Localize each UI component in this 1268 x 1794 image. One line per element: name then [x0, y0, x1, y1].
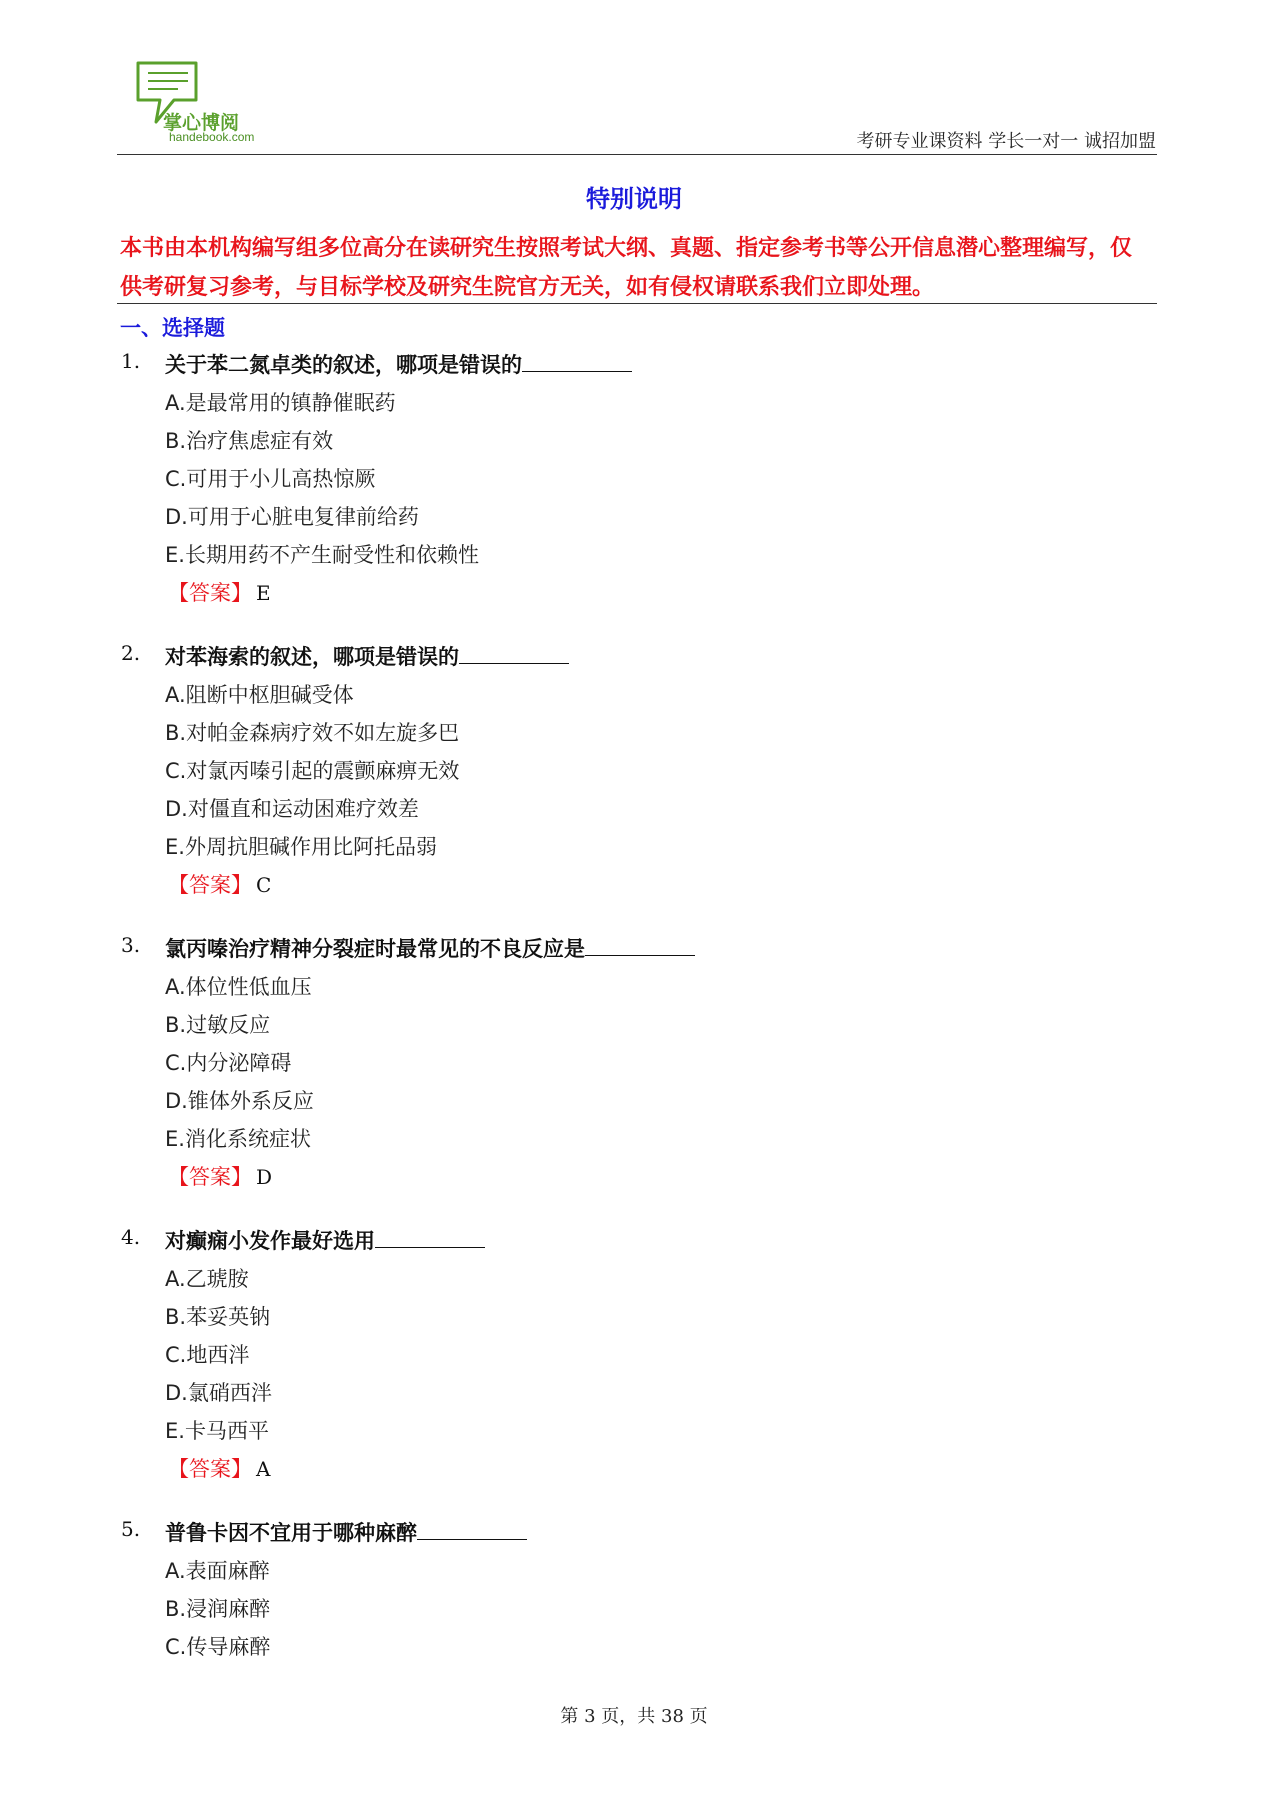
option: C.传导麻醉: [165, 1635, 271, 1659]
question-number: 3.: [121, 933, 141, 957]
answer-label: 【答案】: [168, 581, 252, 605]
notice-line-2: 供考研复习参考，与目标学校及研究生院官方无关，如有侵权请联系我们立即处理。: [120, 275, 935, 300]
question-text: [165, 641, 569, 671]
answer-blank: [375, 1225, 485, 1248]
header-slogan: 考研专业课资料 学长一对一 诚招加盟: [856, 131, 1156, 152]
option: A.体位性低血压: [165, 975, 312, 999]
option: C.可用于小儿高热惊厥: [165, 467, 376, 491]
question-stem: 对苯海索的叙述，哪项是错误的: [165, 645, 459, 669]
question-stem: 关于苯二氮卓类的叙述，哪项是错误的: [165, 353, 522, 377]
page-footer: 第 3 页，共 38 页: [560, 1706, 708, 1727]
answer-value: A: [256, 1457, 271, 1481]
option: B.治疗焦虑症有效: [165, 429, 334, 453]
notice-text: [120, 229, 1160, 307]
answer-label: 【答案】: [168, 873, 252, 897]
option: B.浸润麻醉: [165, 1597, 271, 1621]
option: B.对帕金森病疗效不如左旋多巴: [165, 721, 460, 745]
option: D.氯硝西泮: [165, 1381, 272, 1405]
option: C.对氯丙嗪引起的震颤麻痹无效: [165, 759, 460, 783]
logo-domain: handebook.com: [169, 130, 255, 144]
answer-line: [168, 869, 271, 899]
logo-name: 掌心博阅: [163, 112, 240, 134]
question-text: [165, 933, 695, 963]
answer-value: D: [256, 1165, 273, 1189]
answer-blank: [522, 349, 632, 372]
option: B.苯妥英钠: [165, 1305, 271, 1329]
option: E.长期用药不产生耐受性和依赖性: [165, 543, 479, 567]
option: A.乙琥胺: [165, 1267, 249, 1291]
question-text: [165, 1517, 527, 1547]
answer-line: [168, 1453, 270, 1483]
notice-line-1: 本书由本机构编写组多位高分在读研究生按照考试大纲、真题、指定参考书等公开信息潜心整理编写，仅: [120, 236, 1133, 261]
answer-line: [168, 1161, 272, 1191]
header-divider: [117, 154, 1157, 155]
option: E.外周抗胆碱作用比阿托品弱: [165, 835, 437, 859]
question-text: [165, 1225, 485, 1255]
answer-label: 【答案】: [168, 1457, 252, 1481]
option: C.内分泌障碍: [165, 1051, 292, 1075]
option: E.消化系统症状: [165, 1127, 311, 1151]
question-text: [165, 349, 632, 379]
option: A.阻断中枢胆碱受体: [165, 683, 354, 707]
option: D.对僵直和运动困难疗效差: [165, 797, 419, 821]
question-number: 5.: [121, 1517, 141, 1541]
option: B.过敏反应: [165, 1013, 271, 1037]
option: A.是最常用的镇静催眠药: [165, 391, 396, 415]
answer-blank: [585, 933, 695, 956]
question-stem: 氯丙嗪治疗精神分裂症时最常见的不良反应是: [165, 937, 585, 961]
question-number: 1.: [121, 349, 141, 373]
page-title: 特别说明: [586, 185, 682, 213]
notice-divider: [117, 303, 1157, 304]
option: C.地西泮: [165, 1343, 250, 1367]
option: D.可用于心脏电复律前给药: [165, 505, 419, 529]
answer-blank: [417, 1517, 527, 1540]
answer-label: 【答案】: [168, 1165, 252, 1189]
answer-line: [168, 577, 271, 607]
option: E.卡马西平: [165, 1419, 269, 1443]
question-stem: 普鲁卡因不宜用于哪种麻醉: [165, 1521, 417, 1545]
answer-blank: [459, 641, 569, 664]
question-number: 2.: [121, 641, 141, 665]
option: D.锥体外系反应: [165, 1089, 314, 1113]
question-stem: 对癫痫小发作最好选用: [165, 1229, 375, 1253]
section-title: 一、选择题: [120, 316, 225, 340]
answer-value: E: [256, 581, 271, 605]
answer-value: C: [256, 873, 272, 897]
option: A.表面麻醉: [165, 1559, 270, 1583]
question-number: 4.: [121, 1225, 141, 1249]
